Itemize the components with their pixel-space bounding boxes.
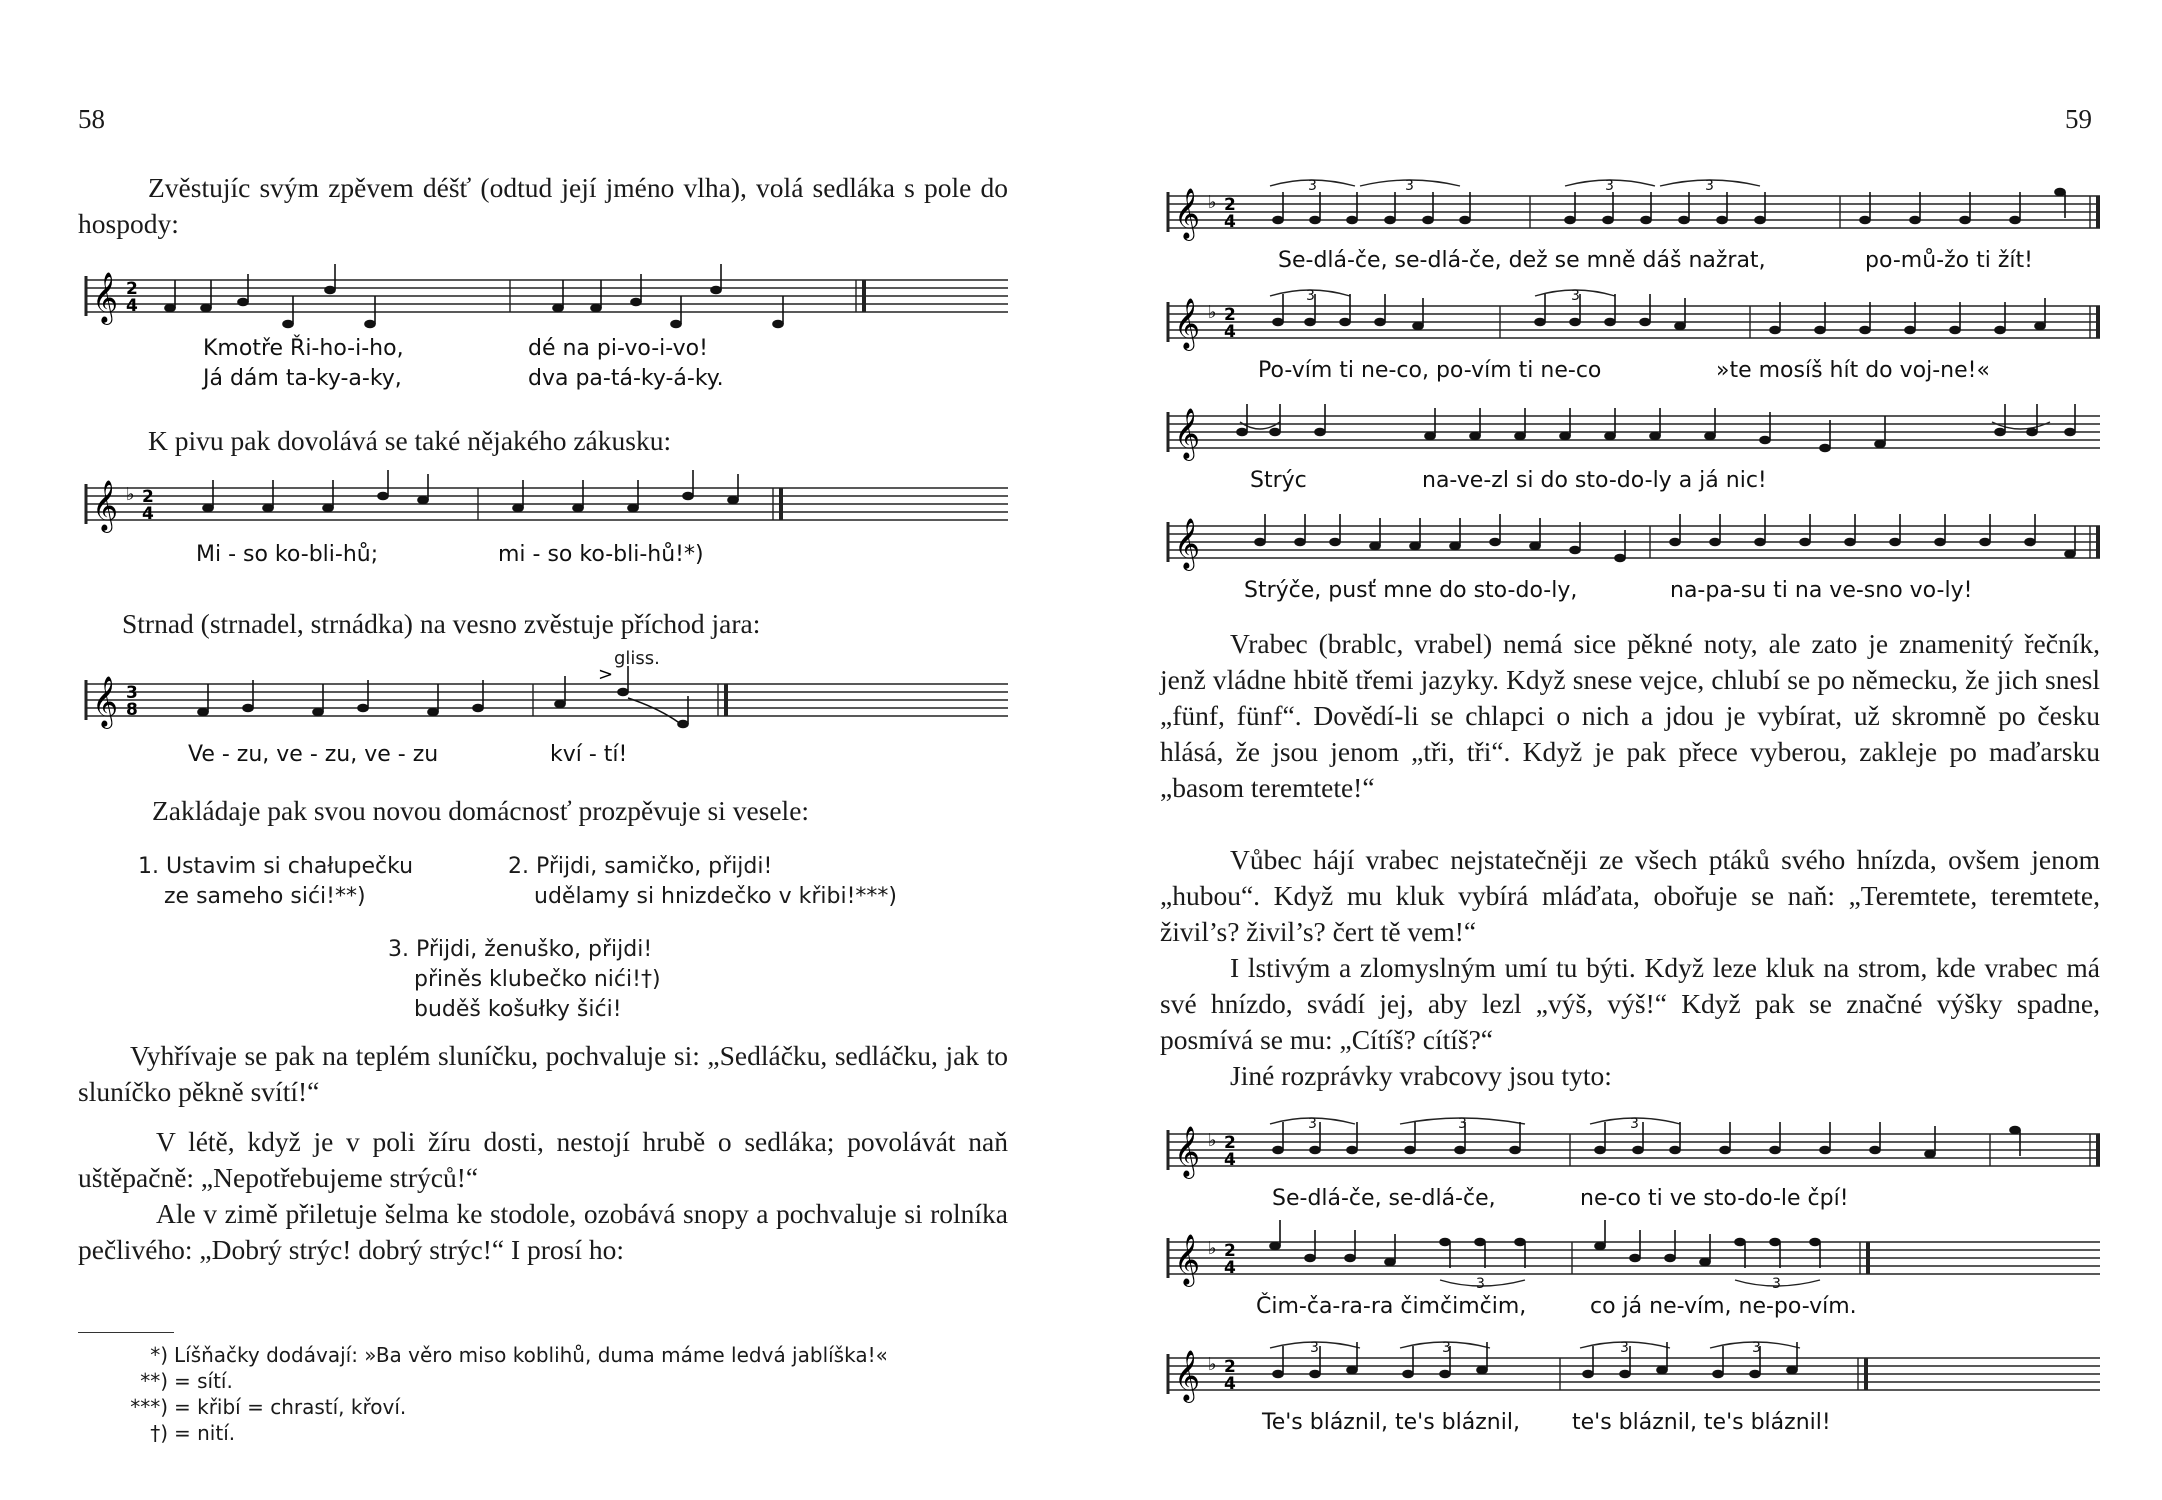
staff-svg <box>1160 1218 2100 1298</box>
svg-text:2: 2 <box>126 279 138 299</box>
svg-text:3: 3 <box>1310 1340 1319 1356</box>
staff-svg <box>1160 1334 2100 1414</box>
svg-text:3: 3 <box>1620 1340 1629 1356</box>
gliss-marking: gliss. <box>614 648 660 669</box>
svg-text:♭: ♭ <box>1208 302 1217 323</box>
svg-text:3: 3 <box>126 683 138 703</box>
footnote <box>78 1342 888 1368</box>
verse-line: 1. Ustavim si chałupečku <box>138 854 414 879</box>
svg-text:2: 2 <box>1224 1357 1236 1377</box>
svg-text:3: 3 <box>1405 178 1414 194</box>
lyric-line: dé na pi-vo-i-vo! <box>528 336 708 361</box>
verse-2 <box>508 852 897 912</box>
lyric-line: na-ve-zl si do sto-do-ly a já nic! <box>1422 468 1767 493</box>
page-number-left: 58 <box>78 104 105 134</box>
staff-svg <box>1160 172 2100 252</box>
svg-text:8: 8 <box>126 700 138 720</box>
lyric-line: te's bláznil, te's bláznil! <box>1572 1410 1831 1435</box>
footnote-mark: ***) <box>130 1395 168 1419</box>
music-staff-kobliha <box>78 470 1008 567</box>
svg-text:3: 3 <box>1605 178 1614 194</box>
svg-text:♭: ♭ <box>1208 1354 1217 1375</box>
svg-text:♭: ♭ <box>1208 1238 1217 1259</box>
svg-text:4: 4 <box>1224 212 1236 232</box>
paragraph-domacnost: Zakládaje pak svou novou domácnosť prozpěvuje si vesele: <box>152 795 810 826</box>
music-staff-stryce <box>1160 502 2100 603</box>
footnote-mark: **) <box>140 1369 168 1393</box>
svg-text:♭: ♭ <box>1208 1130 1217 1151</box>
svg-text:𝄞: 𝄞 <box>1174 1234 1201 1285</box>
svg-text:3: 3 <box>1306 288 1315 304</box>
lyric-line: Čim-ča-ra-ra čimčimčim, <box>1256 1294 1527 1319</box>
footnote-text: = sítí. <box>174 1369 233 1393</box>
svg-text:4: 4 <box>126 296 138 316</box>
svg-text:4: 4 <box>1224 1258 1236 1278</box>
verse-line: 2. Přijdi, samičko, přijdi! <box>508 854 773 879</box>
verse-line: udělamy si hnizdečko v křibi!***) <box>534 884 897 909</box>
page-number-right: 59 <box>2065 104 2092 134</box>
paragraph-vubec: Vůbec hájí vrabec nejstatečněji ze všech ptáků svého hnízda, ovšem jenom „hubou“. Když mu kluk vybírá mláďata, obořuje se naň: „Teremtete, teremtete, živil’s? živil’s? čert tě vem!“ <box>1160 844 2100 947</box>
svg-text:3: 3 <box>1571 288 1580 304</box>
svg-text:𝄞: 𝄞 <box>1174 518 1201 569</box>
staff-svg <box>78 470 1008 548</box>
svg-text:3: 3 <box>1458 1116 1467 1132</box>
paragraph-zima: Ale v zimě přiletuje šelma ke stodole, ozobává snopy a pochvaluje si rolníka pečlivého: „Dobrý strýc! dobrý strýc!“ I prosí ho: <box>78 1198 1008 1265</box>
lyric-line: »te mosíš hít do voj-ne!« <box>1716 358 1990 383</box>
staff-svg <box>1160 282 2100 362</box>
music-staff-sedlace-2 <box>1160 1110 2100 1211</box>
svg-text:3: 3 <box>1752 1340 1761 1356</box>
lyric-line: Te's bláznil, te's bláznil, <box>1262 1410 1520 1435</box>
svg-text:𝄞: 𝄞 <box>1174 1126 1201 1177</box>
music-staff-povim <box>1160 282 2100 383</box>
svg-text:3: 3 <box>1442 1340 1451 1356</box>
lyric-line: mi - so ko-bli-hů!*) <box>498 542 704 567</box>
verse-line: 3. Přijdi, ženuško, přijdi! <box>388 937 653 962</box>
lyric-line: Strýc <box>1250 468 1307 493</box>
lyric-line: ne-co ti ve sto-do-le čpí! <box>1580 1186 1849 1211</box>
lyric-line: Ve - zu, ve - zu, ve - zu <box>188 742 439 767</box>
svg-text:𝄞: 𝄞 <box>1174 188 1201 239</box>
verse-3 <box>388 935 661 1025</box>
staff-svg <box>1160 502 2100 582</box>
staff-svg <box>78 262 1008 342</box>
staff-svg <box>1160 392 2100 472</box>
svg-text:𝄞: 𝄞 <box>1174 408 1201 459</box>
lyric-line: po-mů-žo ti žít! <box>1865 248 2033 273</box>
svg-text:𝄞: 𝄞 <box>92 272 119 323</box>
music-staff-sedlace-1 <box>1160 172 2100 273</box>
paragraph-vrabec: Vrabec (brablc, vrabel) nemá sice pěkné noty, ale zato je znamenitý řečník, jenž vládne hbitě třemi jazyky. Když snese vejce, chlubí se po německu, že jich snesl „fünf, fünf“. Dovědí-li se chlapci o nich a jdou je vybírat, už skromně po česku hlásá, že jsou jenom „tři, tři“. Když je pak přece vyberou, zakleje po maďarsku „basom teremtete!“ <box>1160 628 2100 803</box>
lyric-line: kví - tí! <box>550 742 628 767</box>
verse-line: buděš košułky šići! <box>414 997 622 1022</box>
svg-text:♭: ♭ <box>126 484 135 505</box>
music-staff-blaznil <box>1160 1334 2100 1435</box>
svg-text:>: > <box>598 666 614 685</box>
verse-line: přiněs klubečko nići!†) <box>414 967 661 992</box>
svg-text:3: 3 <box>1476 1276 1485 1292</box>
svg-text:4: 4 <box>1224 1150 1236 1170</box>
svg-text:♭: ♭ <box>1208 192 1217 213</box>
footnote-text: = křibí = chrastí, křoví. <box>174 1395 407 1419</box>
footnote-divider <box>78 1332 174 1333</box>
svg-text:𝄞: 𝄞 <box>1174 1350 1201 1401</box>
svg-text:3: 3 <box>1630 1116 1639 1132</box>
footnote-text: Líšňačky dodávají: »Ba věro miso koblihů, duma máme ledvá jablíška!« <box>174 1343 888 1367</box>
lyric-line: Strýče, pusť mne do sto-do-ly, <box>1244 578 1578 603</box>
paragraph-lstivym: I lstivým a zlomyslným umí tu býti. Když leze kluk na strom, kde vrabec má své hnízdo, svádí jej, aby lezl „výš, výš!“ Když pak se značné výšky spadne, posmívá se mu: „Cítíš? cítíš?“ <box>1160 952 2100 1055</box>
footnote-mark: †) <box>150 1421 168 1445</box>
footnote <box>78 1394 406 1420</box>
svg-text:3: 3 <box>1308 1116 1317 1132</box>
svg-text:2: 2 <box>1224 1133 1236 1153</box>
svg-text:3: 3 <box>1705 178 1714 194</box>
lyric-line: Já dám ta-ky-a-ky, <box>203 366 402 391</box>
footnote <box>78 1420 235 1446</box>
paragraph-strnad: Strnad (strnadel, strnádka) na vesno zvěstuje příchod jara: <box>122 608 761 639</box>
svg-text:4: 4 <box>1224 322 1236 342</box>
lyric-line: co já ne-vím, ne-po-vím. <box>1590 1294 1857 1319</box>
staff-svg <box>1160 1110 2100 1190</box>
music-staff-strnad <box>78 648 1008 767</box>
music-staff-vlha <box>78 262 1008 391</box>
svg-text:3: 3 <box>1772 1276 1781 1292</box>
lyric-line: Kmotře Ři-ho-i-ho, <box>203 336 404 361</box>
svg-text:3: 3 <box>1308 178 1317 194</box>
svg-text:2: 2 <box>142 487 154 507</box>
lyric-line: na-pa-su ti na ve-sno vo-ly! <box>1670 578 1973 603</box>
music-staff-stryc <box>1160 392 2100 493</box>
svg-text:4: 4 <box>1224 1374 1236 1394</box>
music-staff-cimcarara <box>1160 1218 2100 1319</box>
paragraph-jine: Jiné rozprávky vrabcovy jsou tyto: <box>1230 1060 1612 1091</box>
paragraph-leto: V létě, když je v poli žíru dosti, nestojí hrubě o sedláka; povolávát naň uštěpačně: „Nepotřebujeme strýců!“ <box>78 1126 1008 1193</box>
lyric-line: Se-dlá-če, se-dlá-če, <box>1272 1186 1496 1211</box>
svg-text:2: 2 <box>1224 305 1236 325</box>
svg-text:2: 2 <box>1224 1241 1236 1261</box>
verse-line: ze sameho sići!**) <box>164 884 366 909</box>
svg-text:𝄞: 𝄞 <box>92 676 119 727</box>
lyric-line: Se-dlá-če, se-dlá-če, dež se mně dáš nažrat, <box>1278 248 1766 273</box>
footnote-text: = nití. <box>174 1421 236 1445</box>
right-page <box>1160 0 2100 1500</box>
footnote <box>78 1368 233 1394</box>
left-page <box>78 0 1008 1500</box>
svg-text:𝄞: 𝄞 <box>92 480 119 531</box>
footnote-mark: *) <box>150 1343 168 1367</box>
lyric-line: Po-vím ti ne-co, po-vím ti ne-co <box>1258 358 1602 383</box>
svg-text:𝄞: 𝄞 <box>1174 298 1201 349</box>
svg-text:4: 4 <box>142 504 154 524</box>
paragraph-vlha: Zvěstujíc svým zpěvem déšť (odtud její jméno vlha), volá sedláka s pole do hospody: <box>78 172 1008 239</box>
paragraph-slunicko: Vyhřívaje se pak na teplém sluníčku, pochvaluje si: „Sedláčku, sedláčku, jak to sluníčko pěkně svítí!“ <box>78 1040 1008 1107</box>
verse-1 <box>138 852 413 912</box>
lyric-line: Mi - so ko-bli-hů; <box>196 542 379 567</box>
paragraph-kobliha: K pivu pak dovolává se také nějakého zákusku: <box>148 425 672 456</box>
svg-text:2: 2 <box>1224 195 1236 215</box>
lyric-line: dva pa-tá-ky-á-ky. <box>528 366 724 391</box>
